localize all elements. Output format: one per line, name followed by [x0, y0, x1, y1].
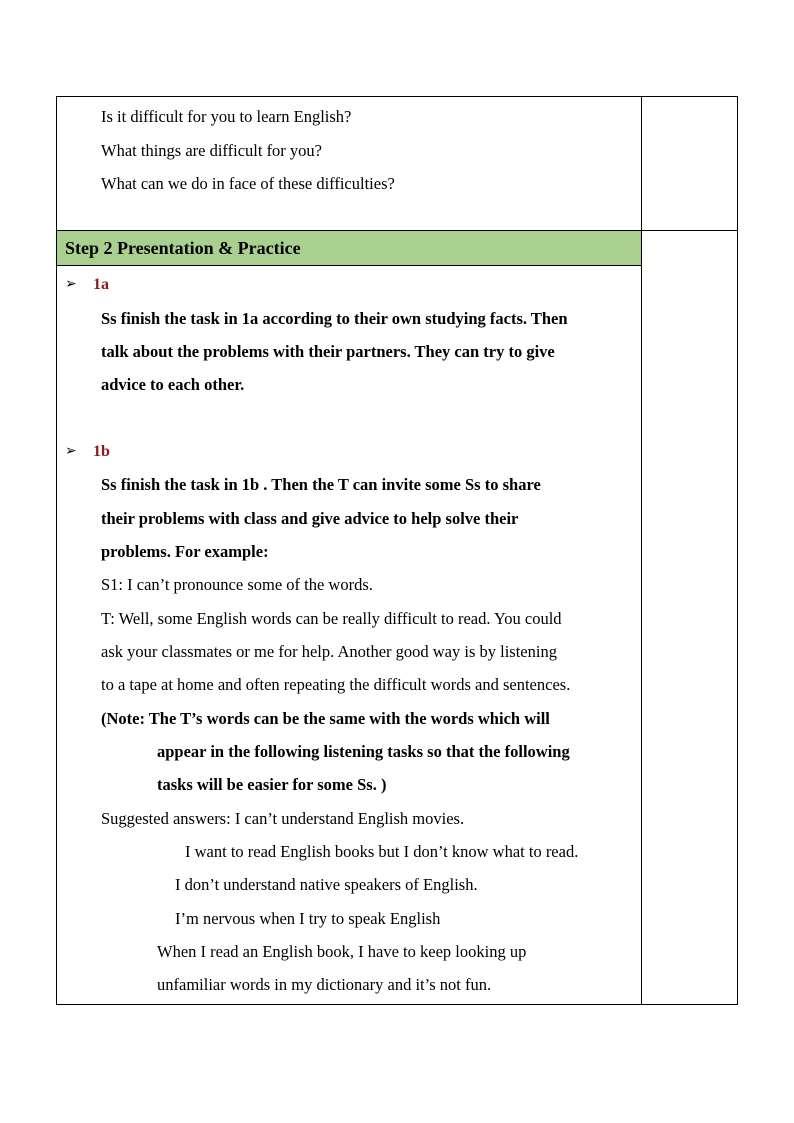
section-1b-label: 1b	[93, 443, 110, 460]
dialogue-teacher-line: T: Well, some English words can be really difficult to read. You could	[101, 609, 562, 628]
section-1a-line: advice to each other.	[101, 375, 245, 394]
suggested-answer: I want to read English books but I don’t know what to read.	[185, 842, 579, 861]
intro-question-3: What can we do in face of these difficulties?	[101, 174, 395, 193]
dialogue-s1: S1: I can’t pronounce some of the words.	[101, 575, 373, 594]
section-1b-line: their problems with class and give advice to help solve their	[101, 509, 519, 528]
step-title: Step 2 Presentation & Practice	[65, 238, 301, 258]
dialogue-teacher-line: ask your classmates or me for help. Another good way is by listening	[101, 642, 557, 661]
note-line: appear in the following listening tasks so that the following	[157, 742, 570, 761]
dialogue-teacher-line: to a tape at home and often repeating the difficult words and sentences.	[101, 675, 571, 694]
suggested-answer: I don’t understand native speakers of English.	[175, 875, 478, 894]
suggested-answer: When I read an English book, I have to keep looking up	[157, 942, 527, 961]
intro-question-1: Is it difficult for you to learn English?	[101, 107, 352, 126]
column-divider	[641, 97, 642, 1004]
suggested-answer: unfamiliar words in my dictionary and it’s not fun.	[157, 975, 492, 994]
section-1a-line: Ss finish the task in 1a according to their own studying facts. Then	[101, 309, 568, 328]
step-header	[57, 231, 641, 265]
header-bottom-rule	[57, 265, 642, 266]
lesson-table	[56, 96, 738, 1005]
section-1a-line: talk about the problems with their partners. They can try to give	[101, 342, 555, 361]
intro-question-2: What things are difficult for you?	[101, 141, 323, 160]
section-1b-line: Ss finish the task in 1b . Then the T can invite some Ss to share	[101, 475, 541, 494]
suggested-answer: I’m nervous when I try to speak English	[175, 909, 441, 928]
section-1b-line: problems. For example:	[101, 542, 269, 561]
arrow-bullet-icon: ➢	[65, 277, 77, 292]
arrow-bullet-icon: ➢	[65, 444, 77, 459]
suggested-answers-label: Suggested answers: I can’t understand English movies.	[101, 809, 465, 828]
note-line: tasks will be easier for some Ss. )	[157, 775, 387, 794]
section-1a-label: 1a	[93, 276, 109, 293]
note-line: (Note: The T’s words can be the same with the words which will	[101, 709, 550, 728]
